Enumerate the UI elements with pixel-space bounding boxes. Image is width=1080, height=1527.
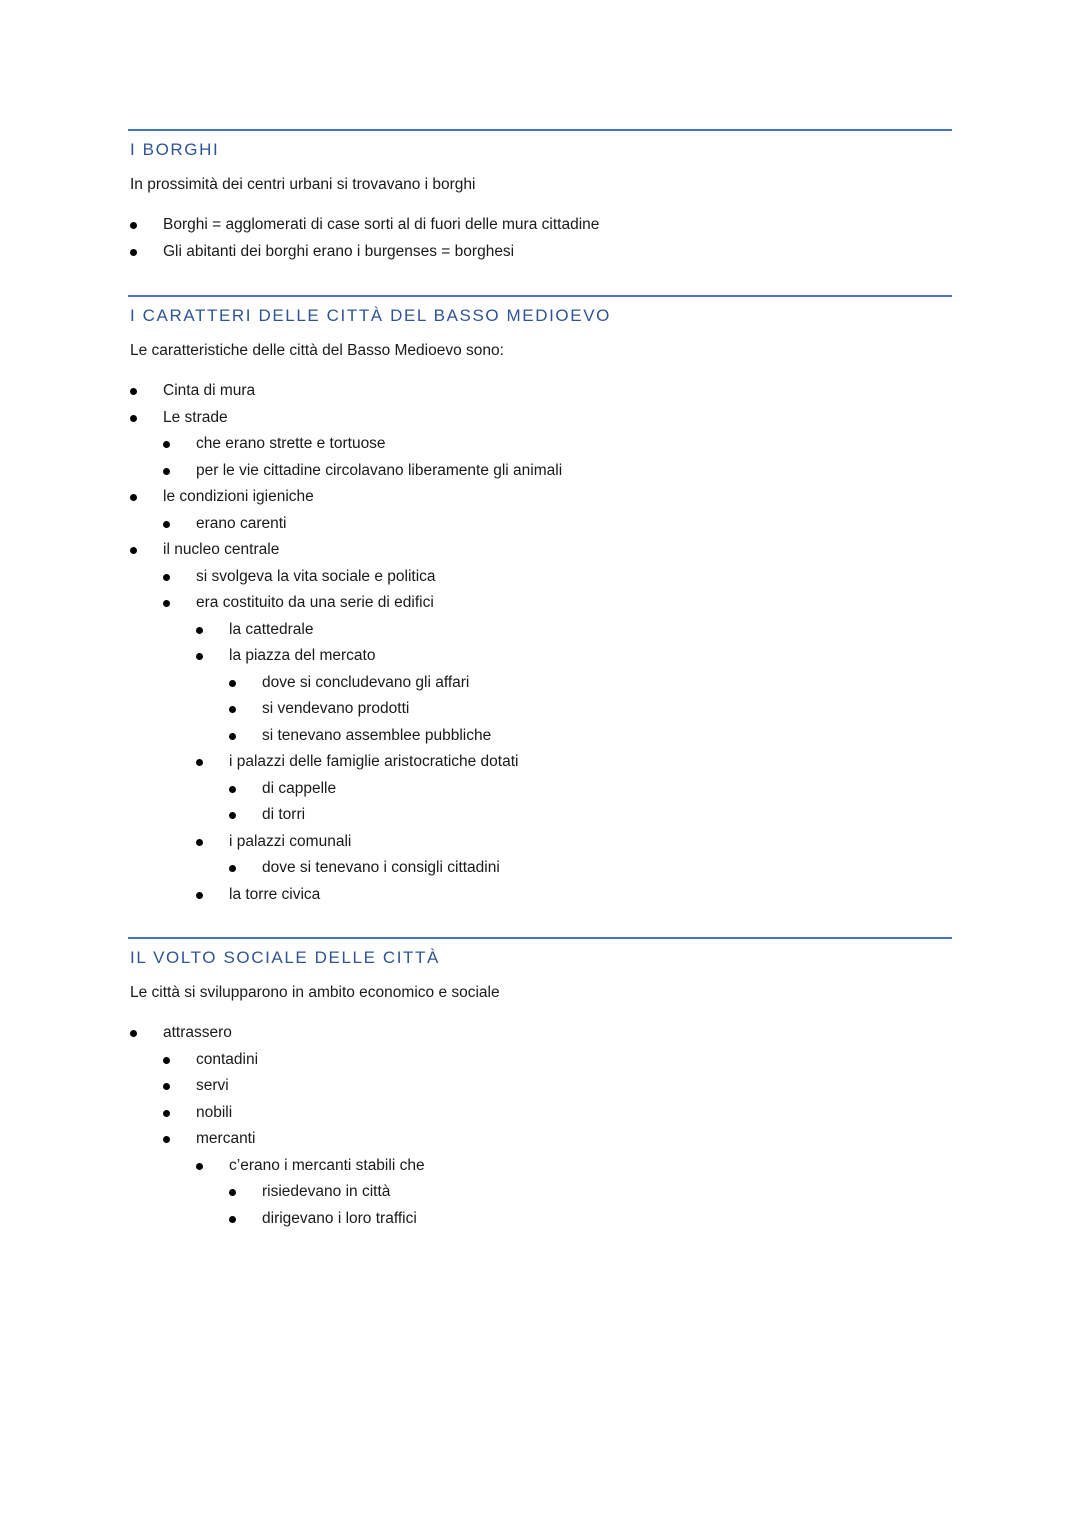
- bullet-icon: [130, 547, 137, 554]
- list-item: [128, 776, 952, 803]
- list-item-text: servi: [196, 1077, 229, 1094]
- list-item-text: il nucleo centrale: [163, 541, 280, 558]
- section-volto-sociale: [128, 937, 952, 1232]
- section-intro: Le caratteristiche delle città del Basso Medioevo sono:: [130, 342, 504, 359]
- bullet-icon: [163, 574, 170, 581]
- list-item: [128, 802, 952, 829]
- bullet-list: [128, 378, 952, 908]
- list-item-text: le condizioni igieniche: [163, 488, 314, 505]
- section-divider: [128, 295, 952, 297]
- list-item: [128, 855, 952, 882]
- section-title: I CARATTERI DELLE CITTÀ DEL BASSO MEDIOEVO: [130, 306, 611, 325]
- list-item: [128, 212, 952, 239]
- list-item: [128, 239, 952, 266]
- list-item: [128, 670, 952, 697]
- list-item: [128, 1047, 952, 1074]
- list-item: [128, 484, 952, 511]
- bullet-icon: [163, 468, 170, 475]
- list-item-text: dove si concludevano gli affari: [262, 673, 470, 691]
- list-item-text: era costituito da una serie di edifici: [196, 594, 434, 611]
- list-item: [128, 405, 952, 432]
- bullet-icon: [196, 839, 203, 846]
- bullet-icon: [196, 759, 203, 766]
- section-divider: [128, 129, 952, 131]
- list-item: [128, 564, 952, 591]
- bullet-icon: [163, 1136, 170, 1143]
- list-item-text: Cinta di mura: [163, 382, 256, 399]
- section-title: IL VOLTO SOCIALE DELLE CITTÀ: [130, 948, 440, 967]
- section-intro: In prossimità dei centri urbani si trovavano i borghi: [130, 176, 476, 193]
- list-item-text: i palazzi comunali: [229, 832, 352, 850]
- bullet-icon: [229, 786, 236, 793]
- list-item-text: mercanti: [196, 1130, 256, 1147]
- bullet-icon: [163, 1083, 170, 1090]
- list-item: [128, 723, 952, 750]
- bullet-list: [128, 212, 952, 265]
- list-item-text: dirigevano i loro traffici: [262, 1209, 417, 1227]
- list-item: [128, 537, 952, 564]
- list-item-text: la piazza del mercato: [229, 647, 376, 664]
- list-item: [128, 643, 952, 670]
- bullet-icon: [196, 892, 203, 899]
- list-item-text: erano carenti: [196, 514, 287, 532]
- bullet-icon: [196, 627, 203, 634]
- list-item-text: Le strade: [163, 408, 228, 426]
- list-item-text: di cappelle: [262, 779, 337, 797]
- section-borghi: [128, 129, 952, 265]
- section-divider: [128, 937, 952, 939]
- list-item-text: i palazzi delle famiglie aristocratiche dotati: [229, 753, 519, 770]
- list-item-text: per le vie cittadine circolavano liberamente gli animali: [196, 461, 563, 479]
- list-item: [128, 882, 952, 909]
- list-item-text: la cattedrale: [229, 620, 314, 638]
- list-item: [128, 696, 952, 723]
- section-caratteri-citta: [128, 295, 952, 908]
- list-item-text: contadini: [196, 1050, 259, 1068]
- bullet-icon: [163, 441, 170, 448]
- list-item-text: attrassero: [163, 1024, 232, 1041]
- list-item: [128, 617, 952, 644]
- list-item: [128, 458, 952, 485]
- list-item: [128, 1073, 952, 1100]
- list-item: [128, 1126, 952, 1153]
- bullet-icon: [229, 1189, 236, 1196]
- list-item-text: di torri: [262, 806, 306, 823]
- bullet-icon: [163, 600, 170, 607]
- list-item-text: si tenevano assemblee pubbliche: [262, 726, 492, 744]
- list-item-text: Gli abitanti dei borghi erano i burgenses = borghesi: [163, 242, 515, 260]
- list-item-text: si vendevano prodotti: [262, 700, 410, 717]
- list-item: [128, 1179, 952, 1206]
- list-item-text: c’erano i mercanti stabili che: [229, 1156, 425, 1174]
- list-item-text: dove si tenevano i consigli cittadini: [262, 859, 500, 876]
- list-item: [128, 1020, 952, 1047]
- bullet-list: [128, 1020, 952, 1232]
- list-item-text: nobili: [196, 1103, 233, 1121]
- section-intro: Le città si svilupparono in ambito economico e sociale: [130, 984, 500, 1001]
- list-item: [128, 431, 952, 458]
- bullet-icon: [130, 1030, 137, 1037]
- list-item-text: risiedevano in città: [262, 1183, 391, 1200]
- bullet-icon: [229, 812, 236, 819]
- list-item: [128, 511, 952, 538]
- bullet-icon: [196, 653, 203, 660]
- bullet-icon: [130, 415, 137, 422]
- bullet-icon: [163, 1110, 170, 1117]
- list-item-text: si svolgeva la vita sociale e politica: [196, 567, 436, 585]
- bullet-icon: [163, 521, 170, 528]
- list-item: [128, 590, 952, 617]
- bullet-icon: [196, 1163, 203, 1170]
- bullet-icon: [163, 1057, 170, 1064]
- list-item: [128, 1100, 952, 1127]
- list-item: [128, 1206, 952, 1233]
- bullet-icon: [229, 1216, 236, 1223]
- bullet-icon: [229, 733, 236, 740]
- bullet-icon: [229, 865, 236, 872]
- list-item: [128, 378, 952, 405]
- list-item-text: Borghi = agglomerati di case sorti al di fuori delle mura cittadine: [163, 216, 600, 233]
- list-item-text: che erano strette e tortuose: [196, 435, 386, 452]
- list-item: [128, 1153, 952, 1180]
- bullet-icon: [130, 222, 137, 229]
- section-title: I BORGHI: [130, 140, 220, 159]
- bullet-icon: [229, 680, 236, 687]
- list-item: [128, 749, 952, 776]
- list-item-text: la torre civica: [229, 885, 321, 903]
- bullet-icon: [130, 494, 137, 501]
- bullet-icon: [130, 249, 137, 256]
- bullet-icon: [130, 388, 137, 395]
- list-item: [128, 829, 952, 856]
- bullet-icon: [229, 706, 236, 713]
